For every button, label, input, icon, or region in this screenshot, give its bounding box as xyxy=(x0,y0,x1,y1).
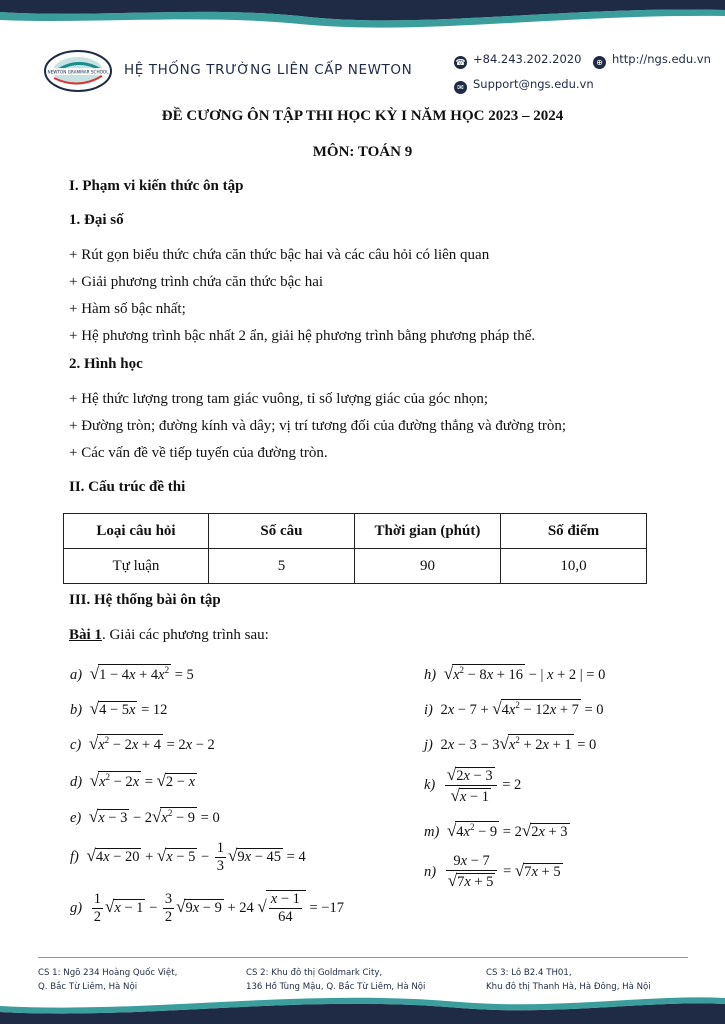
equation-e: e) $√x - 3 - 2√x^2 - 9 = 0$ xyxy=(70,807,220,826)
website-contact[interactable] xyxy=(593,52,711,69)
table-header-cell: Số điểm xyxy=(500,514,646,549)
footer-divider xyxy=(38,957,688,958)
algebra-item: + Giải phương trình chứa căn thức bậc hai xyxy=(69,274,324,290)
exercise-1-text: . Giải các phương trình sau: xyxy=(101,627,269,643)
exam-structure-table xyxy=(63,513,647,584)
table-cell: 5 xyxy=(208,549,354,584)
section-1-heading: I. Phạm vi kiến thức ôn tập xyxy=(69,178,244,194)
phone-contact xyxy=(454,52,581,69)
equation-i: i) $2x - 7 + √4x^2 - 12x + 7 = 0$ xyxy=(424,699,604,718)
table-cell: Tự luận xyxy=(64,549,209,584)
exercise-1-prompt xyxy=(69,627,269,644)
website-link[interactable]: http://ngs.edu.vn xyxy=(612,52,711,66)
email-contact[interactable] xyxy=(454,77,594,94)
table-cell: 10,0 xyxy=(500,549,646,584)
equation-c: c) $√x^2 - 2x + 4 = 2x - 2$ xyxy=(70,734,215,753)
equation-h: h) $√x^2 - 8x + 16$ − | x + 2 | = 0 xyxy=(424,664,606,683)
globe-icon: ⊕ xyxy=(593,56,606,69)
footer-campus-3-line2: Khu đô thị Thanh Hà, Hà Đông, Hà Nội xyxy=(486,982,651,992)
subject-title: MÔN: TOÁN 9 xyxy=(312,144,413,160)
geometry-item: + Hệ thức lượng trong tam giác vuông, tỉ số lượng giác của góc nhọn; xyxy=(69,391,489,407)
footer-campus-1-line2: Q. Bắc Từ Liêm, Hà Nội xyxy=(38,982,138,992)
footer-campus-2-line2: 136 Hồ Tùng Mậu, Q. Bắc Từ Liêm, Hà Nội xyxy=(246,982,426,992)
school-name: HỆ THỐNG TRƯỜNG LIÊN CẤP NEWTON xyxy=(124,62,413,78)
mail-icon: ✉ xyxy=(454,81,467,94)
equation-g: g) $\frac{1}{2}$ √x − 1 − $\frac{3}{2}$ √9x − 9 + 24 √ $\frac{x - 1}{64}$ = −17 xyxy=(70,891,344,926)
email-link[interactable]: Support@ngs.edu.vn xyxy=(473,77,594,91)
equation-j: j) $2x - 3 - 3√x^2 + 2x + 1 = 0$ xyxy=(424,734,597,753)
equation-k: k) $\frac{√2x - 3}{√x - 1}$ = 2 xyxy=(424,765,522,806)
algebra-item: + Hàm số bậc nhất; xyxy=(69,301,186,317)
algebra-item: + Hệ phương trình bậc nhất 2 ẩn, giải hệ phương trình bằng phương pháp thế. xyxy=(69,328,536,344)
table-row xyxy=(64,549,647,584)
geometry-item: + Đường tròn; đường kính và dây; vị trí tương đối của đường thẳng và đường tròn; xyxy=(69,418,567,434)
school-logo-icon xyxy=(44,50,112,92)
table-header-row xyxy=(64,514,647,549)
footer-campus-1-line1: CS 1: Ngõ 234 Hoàng Quốc Việt, xyxy=(38,968,178,978)
equation-b: b) √4 − 5x = 12 xyxy=(70,699,168,718)
table-cell: 90 xyxy=(354,549,500,584)
logo-text: NEWTON GRAMMAR SCHOOL xyxy=(47,69,109,75)
header-wave-band xyxy=(0,0,725,44)
phone-number: +84.243.202.2020 xyxy=(473,52,582,66)
equation-n: n) $\frac{9x - 7}{√7x + 5}$ = √7x + 5 xyxy=(424,853,561,891)
exercise-1-label: Bài 1 xyxy=(69,627,102,643)
table-header-cell: Thời gian (phút) xyxy=(354,514,500,549)
footer-wave-band xyxy=(0,990,725,1024)
equation-m: m) $√4x^2 - 9 = 2√2x + 3$ xyxy=(424,821,568,840)
footer-campus-3-line1: CS 3: Lô B2.4 TH01, xyxy=(486,968,572,978)
section-3-heading: III. Hệ thống bài ôn tập xyxy=(69,592,221,608)
footer-campus-2-line1: CS 2: Khu đô thị Goldmark City, xyxy=(246,968,383,978)
equation-a: a) $√1 - 4x + 4x^2 = 5$ xyxy=(70,664,194,683)
algebra-item: + Rút gọn biểu thức chứa căn thức bậc hai và các câu hỏi có liên quan xyxy=(69,247,490,263)
document-title: ĐỀ CƯƠNG ÔN TẬP THI HỌC KỲ I NĂM HỌC 2023 – 2024 xyxy=(161,108,564,124)
subsection-algebra-heading: 1. Đại số xyxy=(69,212,124,228)
table-header-cell: Số câu xyxy=(208,514,354,549)
equation-d: d) $√x^2 - 2x = √2 - x$ xyxy=(70,771,196,790)
geometry-item: + Các vấn đề về tiếp tuyến của đường tròn. xyxy=(69,445,328,461)
section-2-heading: II. Cấu trúc đề thi xyxy=(69,479,186,495)
table-header-cell: Loại câu hỏi xyxy=(64,514,209,549)
equation-f: f) √4x − 20 + √x − 5 − $\frac{1}{3}$ √9x − 45 = 4 xyxy=(70,840,306,875)
subsection-geometry-heading: 2. Hình học xyxy=(69,356,143,372)
phone-icon: ☎ xyxy=(455,58,466,67)
